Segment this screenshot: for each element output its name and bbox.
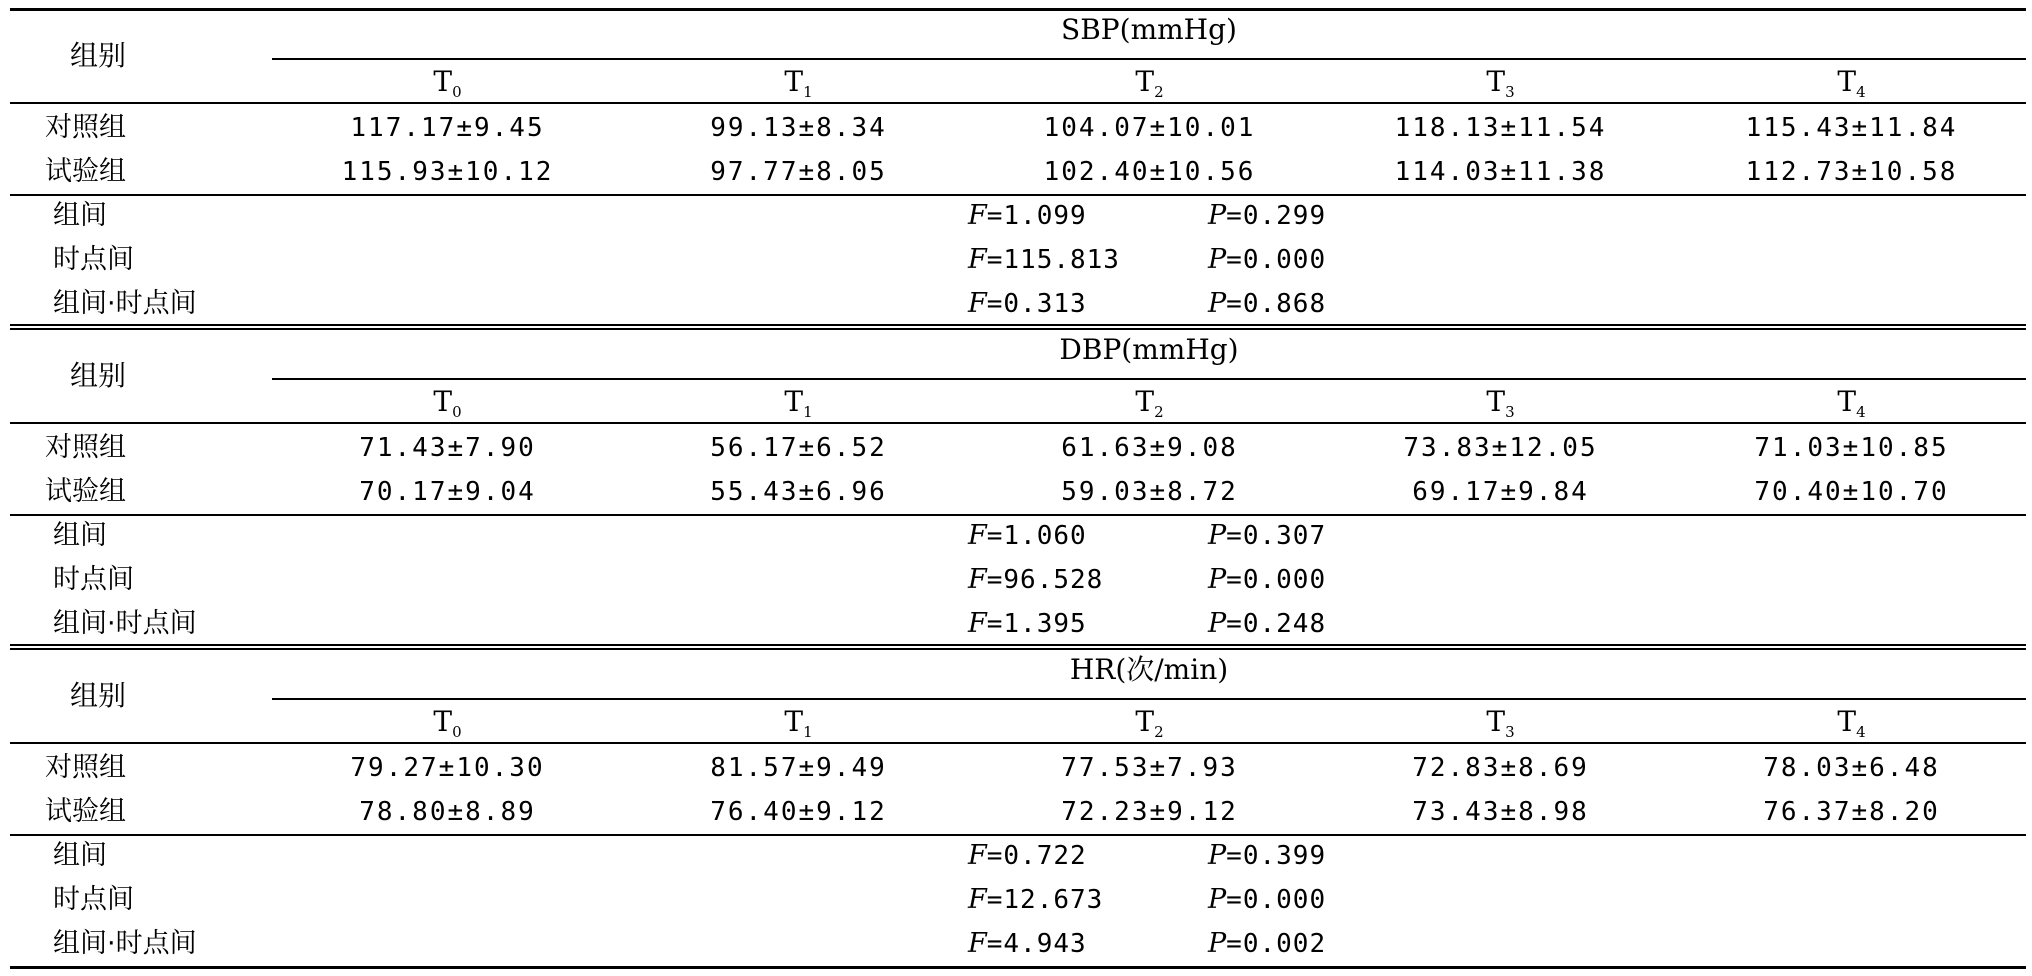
stat-label-between-groups: 组间: [53, 200, 107, 231]
p-value: P=0.299: [1208, 200, 1327, 231]
stat-label-between-groups: 组间: [53, 520, 107, 551]
section-title: DBP(mmHg): [1059, 333, 1239, 366]
data-cell: 72.83±8.69: [1412, 753, 1589, 783]
time-point-header: $T_4$: [1837, 705, 1866, 741]
header-subrule: [272, 58, 2026, 60]
data-cell: 114.03±11.38: [1394, 157, 1607, 187]
header-subrule: [272, 378, 2026, 380]
row-label-trial: 试验组: [45, 476, 126, 507]
data-cell: 71.03±10.85: [1754, 433, 1949, 463]
data-cell: 59.03±8.72: [1061, 477, 1238, 507]
group-header: 组别: [70, 359, 127, 392]
data-cell: 76.37±8.20: [1763, 797, 1940, 827]
data-cell: 112.73±10.58: [1745, 157, 1958, 187]
row-label-trial: 试验组: [45, 156, 126, 187]
data-cell: 77.53±7.93: [1061, 753, 1238, 783]
double-rule: [10, 328, 2026, 330]
data-cell: 71.43±7.90: [359, 433, 536, 463]
p-value: P=0.307: [1208, 520, 1327, 551]
row-label-control: 对照组: [45, 432, 126, 463]
stat-label-interaction: 组间·时点间: [53, 288, 197, 319]
data-cell: 70.17±9.04: [359, 477, 536, 507]
p-value: P=0.002: [1208, 928, 1327, 959]
f-statistic: F=115.813: [968, 244, 1120, 275]
stat-label-between-time: 时点间: [53, 564, 134, 595]
data-cell: 56.17±6.52: [710, 433, 887, 463]
time-point-header: $T_0$: [433, 385, 462, 421]
results-table: [10, 8, 2026, 970]
data-cell: 76.40±9.12: [710, 797, 887, 827]
header-bottom-rule: [10, 422, 2026, 424]
data-cell: 115.93±10.12: [341, 157, 554, 187]
p-value: P=0.000: [1208, 244, 1327, 275]
header-subrule: [272, 698, 2026, 700]
row-label-control: 对照组: [45, 112, 126, 143]
data-cell: 97.77±8.05: [710, 157, 887, 187]
double-rule: [10, 644, 2026, 646]
f-statistic: F=1.099: [968, 200, 1087, 231]
time-point-header: $T_3$: [1486, 385, 1515, 421]
time-point-header: $T_0$: [433, 65, 462, 101]
stat-label-between-groups: 组间: [53, 840, 107, 871]
stat-label-interaction: 组间·时点间: [53, 608, 197, 639]
data-cell: 69.17±9.84: [1412, 477, 1589, 507]
bottom-rule: [10, 966, 2026, 969]
data-bottom-rule: [10, 514, 2026, 516]
dbp-section: [10, 328, 2026, 648]
time-point-header: $T_3$: [1486, 705, 1515, 741]
f-statistic: F=0.313: [968, 288, 1087, 319]
time-point-header: $T_3$: [1486, 65, 1515, 101]
time-point-header: $T_4$: [1837, 65, 1866, 101]
hr-section: [10, 648, 2026, 968]
p-value: P=0.000: [1208, 884, 1327, 915]
time-point-header: $T_2$: [1135, 385, 1164, 421]
p-value: P=0.399: [1208, 840, 1327, 871]
data-cell: 99.13±8.34: [710, 113, 887, 143]
top-rule: [10, 8, 2026, 11]
group-header: 组别: [70, 679, 127, 712]
f-statistic: F=1.060: [968, 520, 1087, 551]
double-rule: [10, 324, 2026, 326]
time-point-header: $T_4$: [1837, 385, 1866, 421]
data-cell: 61.63±9.08: [1061, 433, 1238, 463]
sbp-section: [10, 8, 2026, 328]
data-cell: 73.83±12.05: [1403, 433, 1598, 463]
data-cell: 78.80±8.89: [359, 797, 536, 827]
p-value: P=0.000: [1208, 564, 1327, 595]
data-bottom-rule: [10, 194, 2026, 196]
data-bottom-rule: [10, 834, 2026, 836]
row-label-trial: 试验组: [45, 796, 126, 827]
f-statistic: F=96.528: [968, 564, 1104, 595]
stat-label-between-time: 时点间: [53, 884, 134, 915]
time-point-header: $T_1$: [784, 65, 813, 101]
section-title: HR(次/min): [1069, 653, 1229, 686]
row-label-control: 对照组: [45, 752, 126, 783]
data-cell: 81.57±9.49: [710, 753, 887, 783]
data-cell: 118.13±11.54: [1394, 113, 1607, 143]
data-cell: 72.23±9.12: [1061, 797, 1238, 827]
data-cell: 102.40±10.56: [1043, 157, 1256, 187]
data-cell: 79.27±10.30: [350, 753, 545, 783]
group-header: 组别: [70, 39, 127, 72]
time-point-header: $T_1$: [784, 705, 813, 741]
double-rule: [10, 648, 2026, 650]
data-cell: 78.03±6.48: [1763, 753, 1940, 783]
section-title: SBP(mmHg): [1061, 13, 1237, 46]
stat-label-between-time: 时点间: [53, 244, 134, 275]
time-point-header: $T_2$: [1135, 705, 1164, 741]
stat-label-interaction: 组间·时点间: [53, 928, 197, 959]
data-cell: 117.17±9.45: [350, 113, 545, 143]
time-point-header: $T_2$: [1135, 65, 1164, 101]
data-cell: 115.43±11.84: [1745, 113, 1958, 143]
f-statistic: F=1.395: [968, 608, 1087, 639]
f-statistic: F=4.943: [968, 928, 1087, 959]
data-cell: 73.43±8.98: [1412, 797, 1589, 827]
p-value: P=0.868: [1208, 288, 1327, 319]
p-value: P=0.248: [1208, 608, 1327, 639]
f-statistic: F=0.722: [968, 840, 1087, 871]
time-point-header: $T_1$: [784, 385, 813, 421]
header-bottom-rule: [10, 742, 2026, 744]
data-cell: 55.43±6.96: [710, 477, 887, 507]
time-point-header: $T_0$: [433, 705, 462, 741]
data-cell: 70.40±10.70: [1754, 477, 1949, 507]
data-cell: 104.07±10.01: [1043, 113, 1256, 143]
header-bottom-rule: [10, 102, 2026, 104]
f-statistic: F=12.673: [968, 884, 1104, 915]
